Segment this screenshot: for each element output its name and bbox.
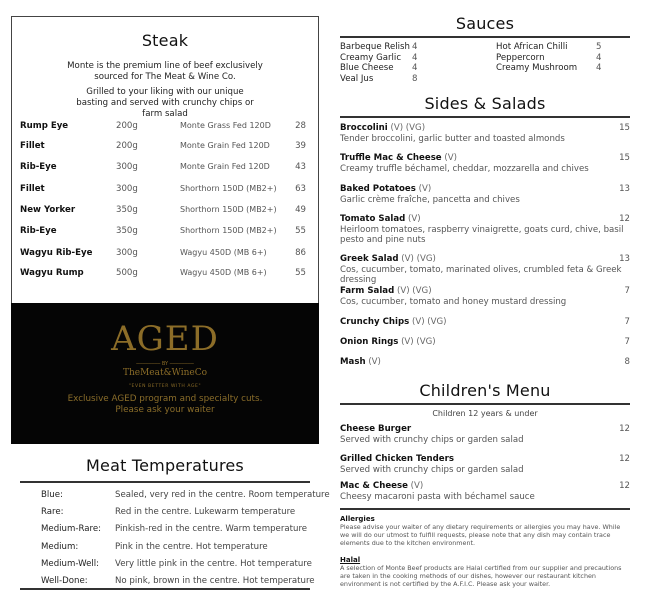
item-price: 12 — [619, 454, 630, 464]
sauce-name: Blue Cheese — [340, 63, 394, 73]
steak-description: Grilled to your liking with our unique basting and served with crunchy chips or farm salad — [76, 87, 254, 119]
temperature-row — [41, 559, 321, 571]
dietary-tags: (V) — [415, 184, 432, 194]
steak-name: Rib-Eye — [20, 226, 57, 236]
children-item — [340, 454, 630, 475]
aged-message: Exclusive AGED program and specialty cuts. Please ask your waiter — [67, 394, 263, 415]
steak-name: Rib-Eye — [20, 162, 57, 172]
item-description: Served with crunchy chips or garden salad — [340, 464, 524, 475]
steak-weight: 350g — [116, 226, 138, 236]
childrens-menu-title: Children's Menu — [419, 381, 551, 400]
temperature-row — [41, 490, 330, 502]
item-price: 15 — [619, 123, 630, 133]
aged-promo — [11, 303, 319, 444]
item-price: 12 — [619, 481, 630, 491]
divider — [340, 403, 630, 405]
steak-price: 28 — [295, 121, 306, 131]
dietary-tags: (V) — [365, 357, 381, 367]
steak-breed: Shorthorn 150D (MB2+) — [180, 226, 277, 235]
children-item — [340, 481, 630, 502]
divider — [340, 508, 630, 510]
steak-name: Fillet — [20, 184, 45, 194]
meat-temperatures-title: Meat Temperatures — [86, 456, 244, 475]
steak-row — [20, 121, 306, 133]
sides-item-header — [340, 286, 630, 297]
sauce-name: Barbeque Relish — [340, 42, 410, 52]
item-name: Baked Potatoes — [340, 184, 416, 194]
sides-item — [340, 123, 630, 144]
divider — [340, 36, 630, 38]
dietary-tags: (V) — [407, 481, 424, 491]
item-name: Greek Salad — [340, 254, 399, 264]
item-description: Heirloom tomatoes, raspberry vinaigrette, goats curd, chive, basil pesto and pine nuts — [340, 224, 624, 245]
children-item-header — [340, 481, 630, 492]
temperature-label: Blue: — [41, 490, 63, 500]
steak-name: New Yorker — [20, 205, 76, 215]
temperature-label: Medium: — [41, 541, 79, 552]
item-name: Truffle Mac & Cheese — [340, 153, 442, 163]
steak-name: Wagyu Rib-Eye — [20, 248, 93, 258]
item-price: 12 — [619, 214, 630, 224]
sides-item — [340, 214, 630, 246]
sauce-price: 5 — [596, 42, 602, 52]
item-description: Cos, cucumber, tomato, marinated olives, crumbled feta & Greek dressing — [340, 264, 622, 285]
sides-item-header — [340, 357, 630, 368]
sides-item — [340, 184, 630, 205]
halal-note: Halal A selection of Monte Beef products are Halal certified from our supplier and precautions are taken in the cooking methods of our dishes, however our restaurant kitchen environment is not certified by the A.F.I.C. Please ask your waiter. — [340, 556, 622, 588]
steak-row — [20, 141, 306, 153]
steak-weight: 500g — [116, 268, 138, 278]
sauce-name: Creamy Garlic — [340, 52, 402, 63]
sides-item-header — [340, 254, 630, 265]
item-price: 13 — [619, 254, 630, 264]
steak-breed: Monte Grain Fed 120D — [180, 141, 270, 150]
aged-logo: AGED — [111, 319, 219, 359]
item-name: Tomato Salad — [340, 214, 406, 224]
steak-row — [20, 248, 306, 260]
steak-weight: 200g — [116, 121, 138, 131]
temperature-row — [41, 542, 321, 554]
children-item-header — [340, 454, 630, 465]
sauce-price: 4 — [412, 63, 418, 73]
item-price: 7 — [624, 317, 630, 327]
temperature-row — [41, 524, 321, 536]
temperature-label: Well-Done: — [41, 576, 88, 586]
sauce-price: 8 — [412, 73, 418, 84]
sauce-price: 4 — [412, 52, 418, 63]
steak-price: 49 — [295, 205, 306, 215]
sides-item — [340, 286, 630, 307]
steak-row — [20, 268, 306, 280]
steak-row — [20, 184, 306, 196]
steak-weight: 200g — [116, 141, 138, 151]
sides-item-header — [340, 337, 630, 348]
dietary-tags: (V) (VG) — [394, 286, 432, 296]
children-item-header — [340, 424, 630, 435]
steak-name: Wagyu Rump — [20, 268, 84, 278]
sides-item — [340, 317, 630, 328]
sauce-price: 4 — [596, 63, 602, 73]
temperature-description: Red in the centre. Lukewarm temperature — [115, 507, 296, 518]
steak-weight: 300g — [116, 184, 138, 194]
steak-intro: Monte is the premium line of beef exclusively sourced for The Meat & Wine Co. — [67, 61, 263, 82]
temperature-description: Sealed, very red in the centre. Room temperature — [115, 490, 330, 500]
allergies-note: Allergies Please advise your waiter of any dietary requirements or allergies you may have. While we will do our utmost to fulfill requests, please note that any dish may contain trace elements due to the kitchen environment. — [340, 515, 621, 547]
item-price: 8 — [624, 357, 630, 367]
sides-item-header — [340, 317, 630, 328]
dietary-tags: (V) — [405, 214, 421, 224]
steak-section — [11, 16, 319, 304]
childrens-subtitle: Children 12 years & under — [432, 409, 538, 418]
steak-price: 55 — [295, 226, 306, 236]
aged-by: ──────── BY ──────── — [136, 361, 194, 367]
item-price: 15 — [619, 153, 630, 163]
temperature-row — [41, 576, 321, 588]
steak-breed: Shorthorn 150D (MB2+) — [180, 184, 277, 193]
steak-title: Steak — [141, 31, 189, 50]
steak-breed: Monte Grass Fed 120D — [180, 121, 271, 130]
steak-breed: Wagyu 450D (MB 6+) — [180, 268, 267, 277]
temperature-description: Pinkish-red in the centre. Warm temperature — [115, 524, 308, 535]
temperature-row — [41, 507, 321, 519]
sauces-title: Sauces — [455, 14, 515, 33]
dietary-tags: (V) (VG) — [398, 337, 436, 347]
steak-row — [20, 205, 306, 217]
steak-name: Fillet — [20, 141, 45, 151]
sauce-price: 4 — [412, 42, 418, 52]
item-name: Grilled Chicken Tenders — [340, 454, 454, 464]
sides-item — [340, 153, 630, 174]
steak-row — [20, 226, 306, 238]
item-name: Cheese Burger — [340, 424, 412, 434]
temperature-label: Medium-Well: — [41, 558, 100, 569]
item-description: Cos, cucumber, tomato and honey mustard dressing — [340, 296, 567, 307]
item-description: Cheesy macaroni pasta with béchamel sauce — [340, 491, 535, 502]
sides-item-header — [340, 153, 630, 164]
item-price: 7 — [624, 337, 630, 347]
item-price: 7 — [624, 286, 630, 296]
sauce-price: 4 — [596, 52, 602, 63]
steak-row — [20, 162, 306, 174]
temperature-description: Pink in the centre. Hot temperature — [115, 541, 268, 552]
temperature-description: Very little pink in the centre. Hot temperature — [115, 558, 312, 569]
item-description: Garlic crème fraîche, pancetta and chives — [340, 194, 520, 205]
steak-weight: 350g — [116, 205, 138, 215]
dietary-tags: (V) (VG) — [398, 254, 436, 264]
steak-name: Rump Eye — [20, 121, 69, 131]
item-price: 12 — [619, 424, 630, 434]
sides-item — [340, 254, 630, 286]
sauce-name: Hot African Chilli — [496, 42, 568, 52]
steak-price: 39 — [295, 141, 306, 151]
item-name: Onion Rings — [340, 337, 399, 347]
steak-weight: 300g — [116, 162, 138, 172]
item-description: Served with crunchy chips or garden salad — [340, 434, 524, 445]
steak-price: 55 — [295, 268, 306, 278]
item-name: Mac & Cheese — [340, 481, 408, 491]
steak-price: 63 — [295, 184, 306, 194]
item-description: Tender broccolini, garlic butter and toasted almonds — [340, 133, 565, 144]
sauce-name: Creamy Mushroom — [496, 63, 578, 73]
sides-item-header — [340, 214, 630, 225]
sides-item — [340, 337, 630, 348]
steak-weight: 300g — [116, 248, 138, 258]
temperature-description: No pink, brown in the centre. Hot temperature — [115, 576, 315, 586]
item-name: Mash — [340, 357, 366, 367]
steak-breed: Shorthorn 150D (MB2+) — [180, 205, 277, 214]
divider — [20, 481, 310, 483]
item-name: Broccolini — [340, 123, 388, 133]
sides-title: Sides & Salads — [424, 94, 546, 113]
sauce-name: Peppercorn — [496, 52, 545, 63]
item-price: 13 — [619, 184, 630, 194]
sides-item — [340, 357, 630, 368]
dietary-tags: (V) (VG) — [409, 317, 447, 327]
temperature-label: Rare: — [41, 507, 64, 518]
item-name: Farm Salad — [340, 286, 395, 296]
sauce-name: Veal Jus — [340, 73, 374, 84]
steak-price: 43 — [295, 162, 306, 172]
brand-logo: TheMeat&WineCo — [122, 368, 208, 378]
steak-breed: Monte Grain Fed 120D — [180, 162, 270, 171]
sides-item-header — [340, 123, 630, 134]
aged-tagline: "EVEN BETTER WITH AGE" — [128, 384, 202, 389]
divider — [340, 116, 630, 118]
steak-breed: Wagyu 450D (MB 6+) — [180, 248, 267, 257]
children-item — [340, 424, 630, 445]
item-name: Crunchy Chips — [340, 317, 410, 327]
temperature-label: Medium-Rare: — [41, 524, 102, 535]
sides-item-header — [340, 184, 630, 195]
item-description: Creamy truffle béchamel, cheddar, mozzarella and chives — [340, 163, 589, 174]
dietary-tags: (V) (VG) — [387, 123, 426, 133]
divider — [20, 588, 310, 590]
steak-price: 86 — [295, 248, 306, 258]
dietary-tags: (V) — [441, 153, 457, 163]
